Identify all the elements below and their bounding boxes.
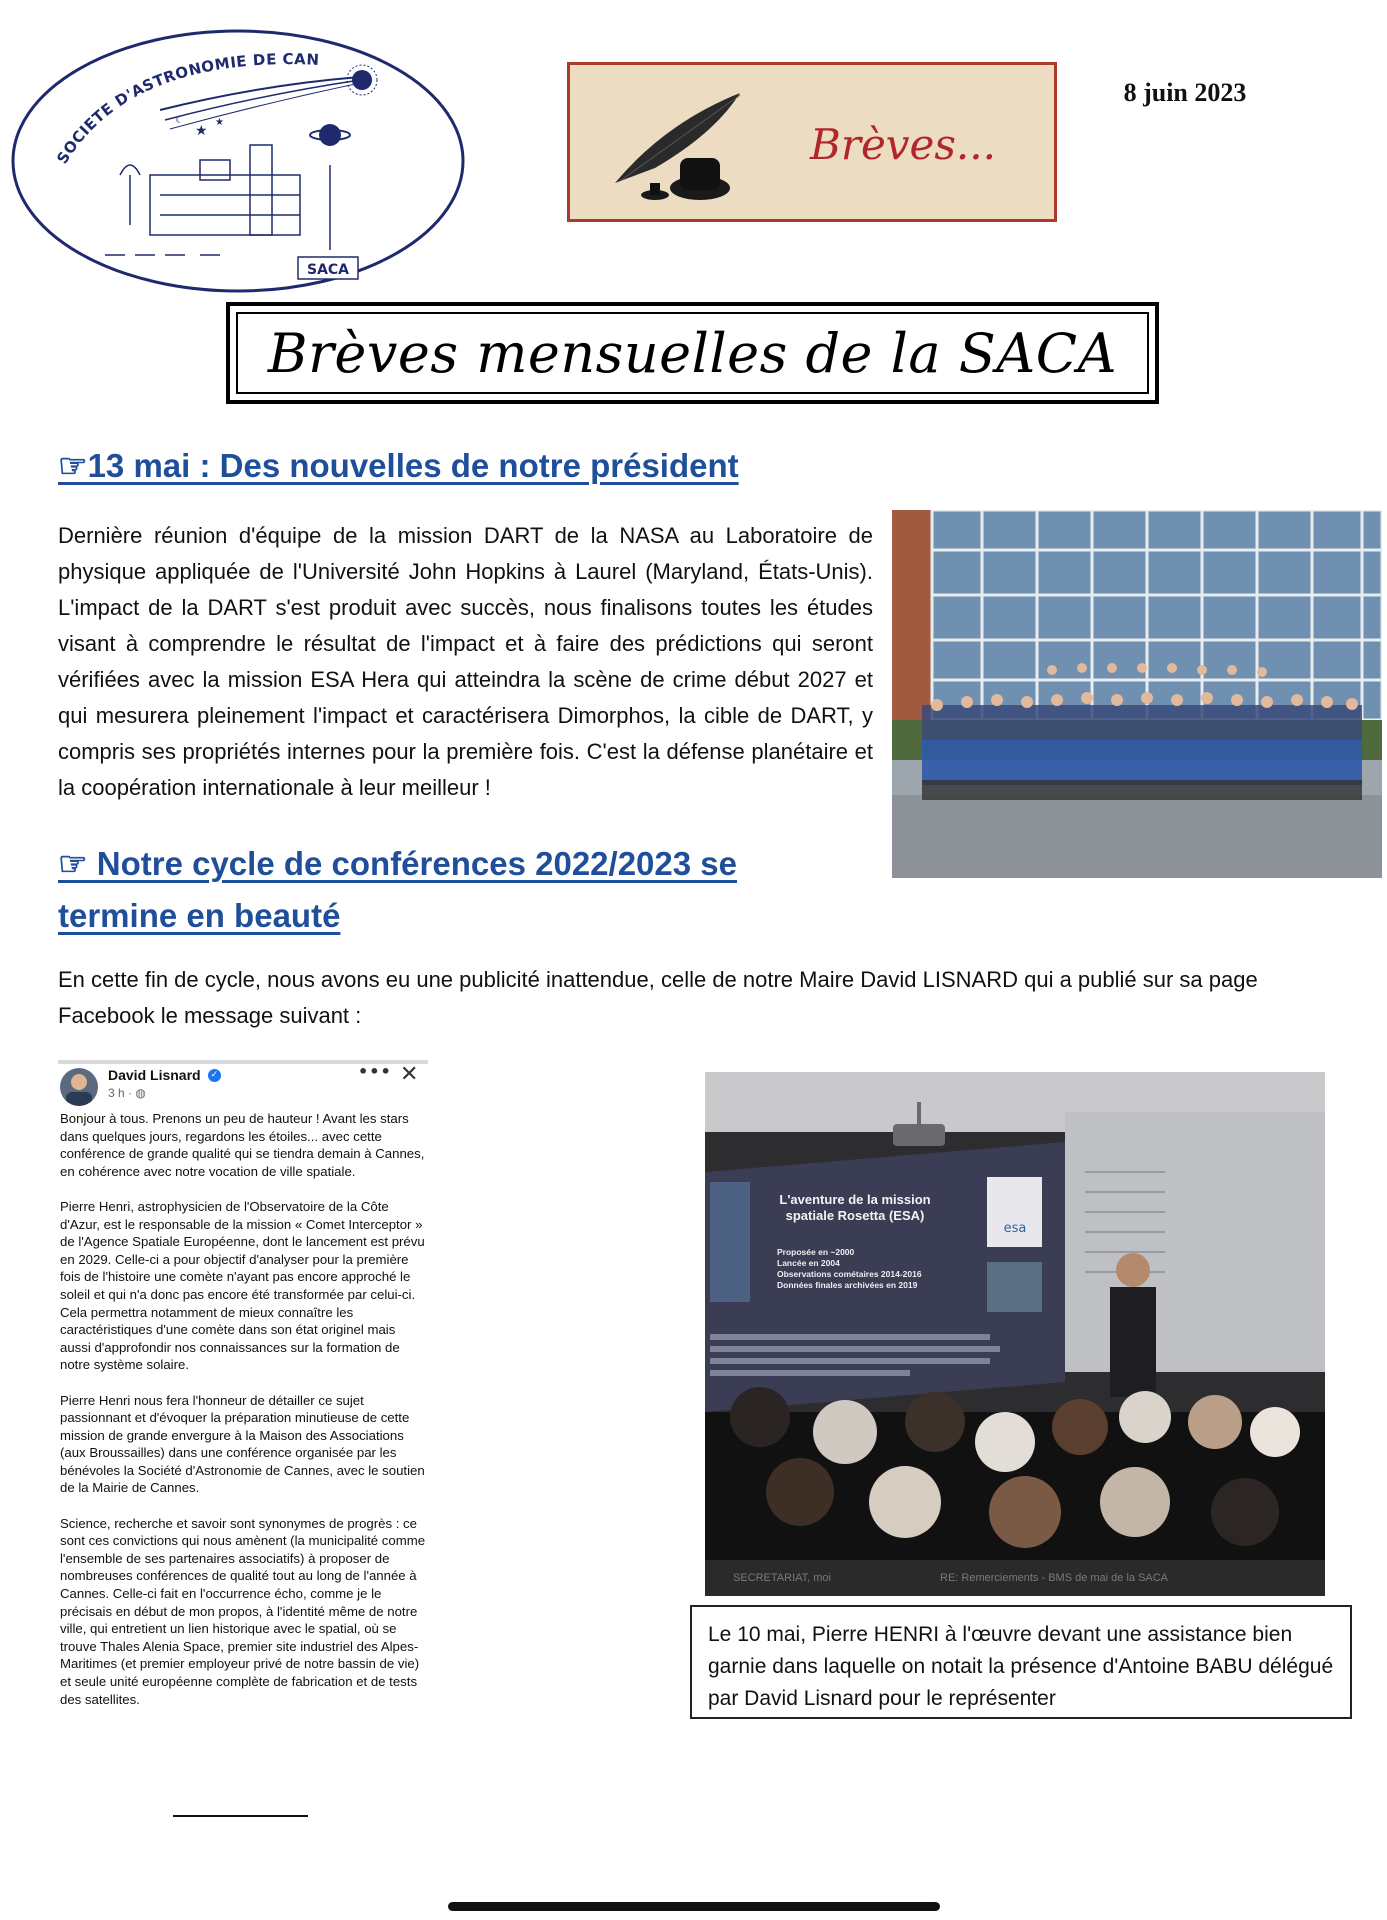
post-paragraph: Bonjour à tous. Prenons un peu de hauteur ! Avant les stars dans quelques jours, regardons les étoiles... avec cette conférence de grande qualité qui se tiendra demain à Cannes, en cohérence avec notre vocation de ville spatiale. xyxy=(60,1111,425,1179)
slide-bullet: Observations cométaires 2014-2016 xyxy=(777,1269,922,1279)
slide-logo: esa xyxy=(1003,1221,1027,1236)
globe-icon: ◍ xyxy=(135,1086,146,1100)
section1-heading: ☞13 mai : Des nouvelles de notre président xyxy=(58,447,739,484)
section2-heading: ☞ Notre cycle de conférences 2022/2023 se termine en beauté xyxy=(58,845,737,934)
home-indicator[interactable] xyxy=(448,1902,940,1911)
breves-banner xyxy=(567,62,1057,222)
post-author: David Lisnard xyxy=(108,1067,201,1083)
post-paragraph: Pierre Henri nous fera l'honneur de détailler ce sujet passionnant et d'évoquer la préparation minutieuse de cette mission de grande envergure à la Maison des Associations (aux Broussailles) dans une conférence organisée par les bénévoles la Société d'Astronomie de Cannes, avec le soutien de la Mairie de Cannes. xyxy=(60,1392,425,1496)
slide-title: L'aventure de la mission spatiale Rosetta (ESA) xyxy=(779,1192,931,1223)
slide-bullet: Proposée en ~2000 xyxy=(777,1247,855,1257)
svg-text:★: ★ xyxy=(215,117,224,128)
conference-photo xyxy=(705,1072,1325,1596)
facebook-post xyxy=(58,1060,428,1830)
logo-badge: SACA xyxy=(306,262,350,278)
divider xyxy=(173,1815,308,1817)
verified-badge-icon: ✓ xyxy=(208,1069,221,1082)
overlay-sender: SECRETARIAT, moi xyxy=(733,1572,831,1584)
svg-text:☾: ☾ xyxy=(175,115,184,126)
title-frame xyxy=(226,302,1159,404)
post-body xyxy=(60,1110,426,1726)
post-paragraph: Science, recherche et savoir sont synonymes de progrès : ce sont ces convictions qui nous amènent (la municipalité comme l'ensemble de ses partenaires associatifs) à proposer de nombreuses conférences de qualité tout au long de l'année à Cannes. Celle-ci fait en l'occurrence écho, comme je le précisais en début de mon propos, à l'identité même de notre ville, qui entretient un lien historique avec le spatial, où se trouve Thales Alenia Space, premier site industriel des Alpes-Maritimes (et premier employeur privé de notre bassin de vie) et seule unité européenne complète de fabrication et de tests des satellites. xyxy=(60,1515,426,1707)
dart-team-photo xyxy=(892,510,1382,878)
issue-date: 8 juin 2023 xyxy=(1123,78,1247,107)
more-options-icon[interactable]: ••• xyxy=(358,1062,392,1081)
svg-text:★: ★ xyxy=(195,123,208,139)
overlay-subject: RE: Remerciements - BMS de mai de la SACA xyxy=(940,1572,1169,1584)
logo-arc-text: SOCIETE D'ASTRONOMIE DE CAN xyxy=(53,50,320,168)
section1-text: Dernière réunion d'équipe de la mission DART de la NASA au Laboratoire de physique appliquée de l'Université John Hopkins à Laurel (Maryland, États-Unis). L'impact de la DART s'est produit avec succès, nous finalisons toutes les études visant à comprendre le résultat de l'impact et à faire des prédictions qui seront vérifiées avec la mission ESA Hera qui atteindra la scène de crime début 2027 et qui mesurera pleinement l'impact et caractérisera Dimorphos, la cible de DART, y compris ses propriétés internes pour la première fois. C'est la défense planétaire et la coopération internationale à leur meilleur ! xyxy=(58,523,873,800)
quill-ink-icon xyxy=(595,83,795,208)
section2-text: En cette fin de cycle, nous avons eu une publicité inattendue, celle de notre Maire David LISNARD qui a publié sur sa page Facebook le message suivant : xyxy=(58,967,1258,1028)
slide-bullet: Lancée en 2004 xyxy=(777,1258,840,1268)
avatar xyxy=(60,1068,98,1106)
slide-bullets xyxy=(777,1247,957,1291)
slide-bullet: Données finales archivées en 2019 xyxy=(777,1280,918,1290)
photo-overlay-bar xyxy=(705,1560,1325,1596)
post-time: 3 h · ◍ xyxy=(108,1086,146,1100)
saca-logo xyxy=(10,25,470,297)
page-title: Brèves mensuelles de la SACA xyxy=(267,321,1118,385)
post-paragraph: Pierre Henri, astrophysicien de l'Observatoire de la Côte d'Azur, est le responsable de la mission « Comet Interceptor » de l'Agence Spatiale Européenne, dont le lancement est prévu en 2029. Celle-ci a pour objectif d'analyser pour la première fois de l'histoire une comète n'ayant pas encore approché le soleil et qui n'a donc pas encore été transformée par celui-ci. Cela permettra notamment de mieux connaître les caractéristiques d'une comète dans son état originel mais aussi d'approfondir nos connaissances sur la formation de notre système solaire. xyxy=(60,1198,425,1373)
photo-caption: Le 10 mai, Pierre HENRI à l'œuvre devant une assistance bien garnie dans laquelle on notait la présence d'Antoine BABU délégué par David Lisnard pour le représenter xyxy=(690,1605,1352,1719)
close-icon[interactable]: ✕ xyxy=(400,1062,419,1087)
banner-word: Brèves... xyxy=(810,120,996,169)
